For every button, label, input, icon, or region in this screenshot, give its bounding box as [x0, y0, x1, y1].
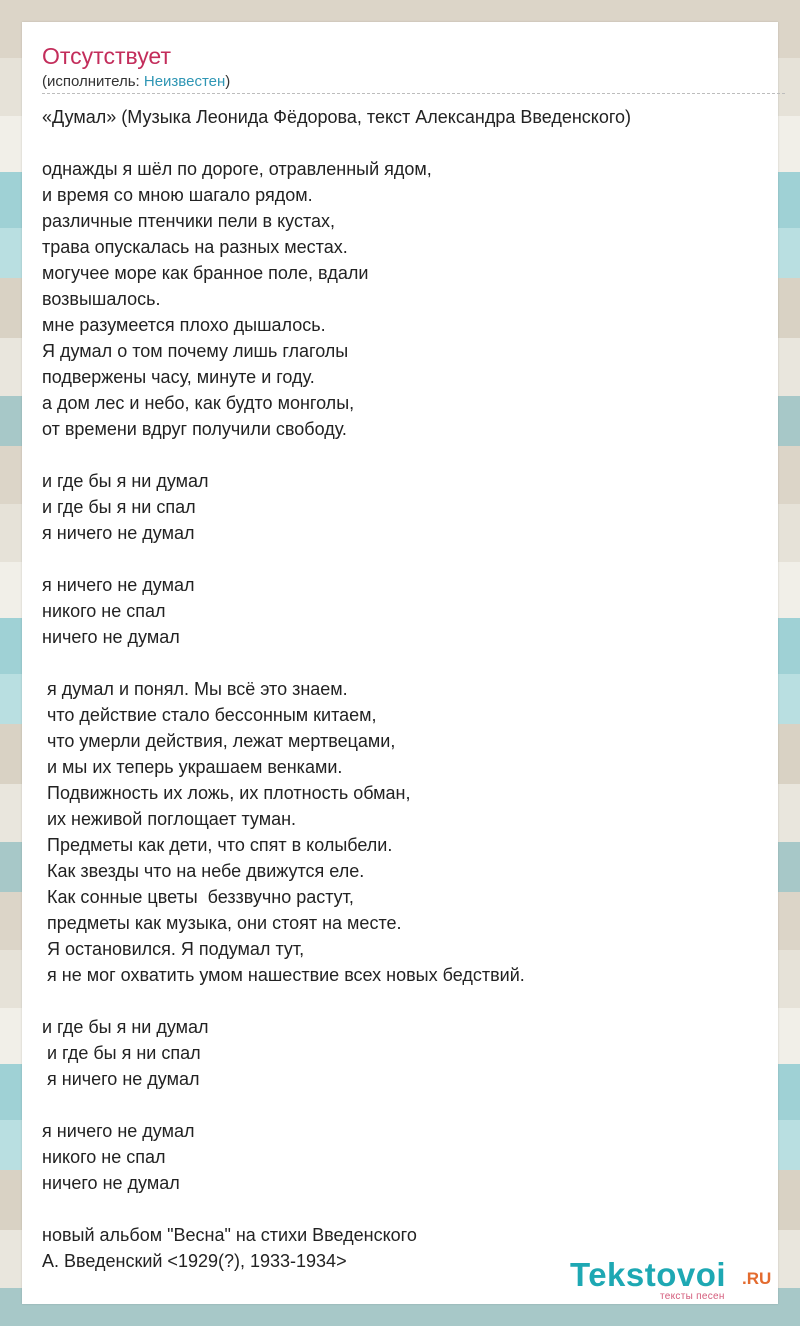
lyric-line: и где бы я ни спал — [42, 1043, 201, 1063]
lyric-line: Я остановился. Я подумал тут, — [42, 939, 305, 959]
artist-link[interactable]: Неизвестен — [143, 73, 226, 90]
header-divider — [42, 93, 785, 94]
lyric-line: и где бы я ни спал — [42, 497, 196, 517]
lyric-line: Я думал о том почему лишь глаголы — [42, 341, 349, 361]
song-header: «Думал» (Музыка Леонида Фёдорова, текст Александра Введенского) — [42, 107, 632, 127]
artist-suffix: ) — [225, 73, 231, 90]
logo-tagline: тексты песен — [660, 1291, 725, 1302]
lyric-line: предметы как музыка, они стоят на месте. — [42, 913, 402, 933]
lyric-line: от времени вдруг получили свободу. — [42, 419, 347, 439]
lyrics-text — [42, 156, 525, 1274]
lyric-line: могучее море как бранное поле, вдали — [42, 263, 369, 283]
lyric-line: я не мог охватить умом нашествие всех новых бедствий. — [42, 965, 525, 985]
lyric-line: Подвижность их ложь, их плотность обман, — [42, 783, 411, 803]
lyric-line: Как сонные цветы беззвучно растут, — [42, 887, 354, 907]
lyric-line: возвышалось. — [42, 289, 161, 309]
logo-domain: .RU — [742, 1269, 772, 1288]
lyric-line: я ничего не думал — [42, 1121, 195, 1141]
lyric-line: и где бы я ни думал — [42, 471, 209, 491]
stanza-break — [42, 1196, 525, 1222]
lyric-line: я думал и понял. Мы всё это знаем. — [42, 679, 348, 699]
artist-line — [42, 72, 230, 92]
lyric-line: и где бы я ни думал — [42, 1017, 209, 1037]
lyric-line: что умерли действия, лежат мертвецами, — [42, 731, 396, 751]
stanza-break — [42, 442, 525, 468]
lyric-line: их неживой поглощает туман. — [42, 809, 297, 829]
lyric-line: подвержены часу, минуте и году. — [42, 367, 315, 387]
stanza-break — [42, 988, 525, 1014]
lyric-line: никого не спал — [42, 601, 166, 621]
lyric-line: я ничего не думал — [42, 575, 195, 595]
site-logo[interactable] — [570, 1257, 780, 1301]
lyric-line: однажды я шёл по дороге, отравленный ядом, — [42, 159, 432, 179]
lyric-line: ничего не думал — [42, 1173, 180, 1193]
lyric-line: я ничего не думал — [42, 1069, 200, 1089]
lyric-line: я ничего не думал — [42, 523, 195, 543]
lyric-line: Предметы как дети, что спят в колыбели. — [42, 835, 393, 855]
lyric-line: трава опускалась на разных местах. — [42, 237, 348, 257]
lyric-line: мне разумеется плохо дышалось. — [42, 315, 326, 335]
lyrics-card — [22, 22, 778, 1304]
lyric-line: а дом лес и небо, как будто монголы, — [42, 393, 355, 413]
song-title: Отсутствует — [42, 43, 171, 69]
logo-wordmark: Tekstovoi — [570, 1256, 727, 1293]
artist-prefix: (исполнитель: — [42, 73, 144, 90]
lyric-line: Как звезды что на небе движутся еле. — [42, 861, 365, 881]
lyric-line: ничего не думал — [42, 627, 180, 647]
lyric-line: новый альбом "Весна" на стихи Введенского — [42, 1225, 417, 1245]
lyric-line: никого не спал — [42, 1147, 166, 1167]
stanza-break — [42, 650, 525, 676]
lyric-line: и время со мною шагало рядом. — [42, 185, 313, 205]
lyric-line: и мы их теперь украшаем венками. — [42, 757, 343, 777]
lyric-line: что действие стало бессонным китаем, — [42, 705, 377, 725]
stanza-break — [42, 1092, 525, 1118]
stanza-break — [42, 546, 525, 572]
lyric-line: различные птенчики пели в кустах, — [42, 211, 336, 231]
lyric-line: А. Введенский <1929(?), 1933-1934> — [42, 1251, 347, 1271]
